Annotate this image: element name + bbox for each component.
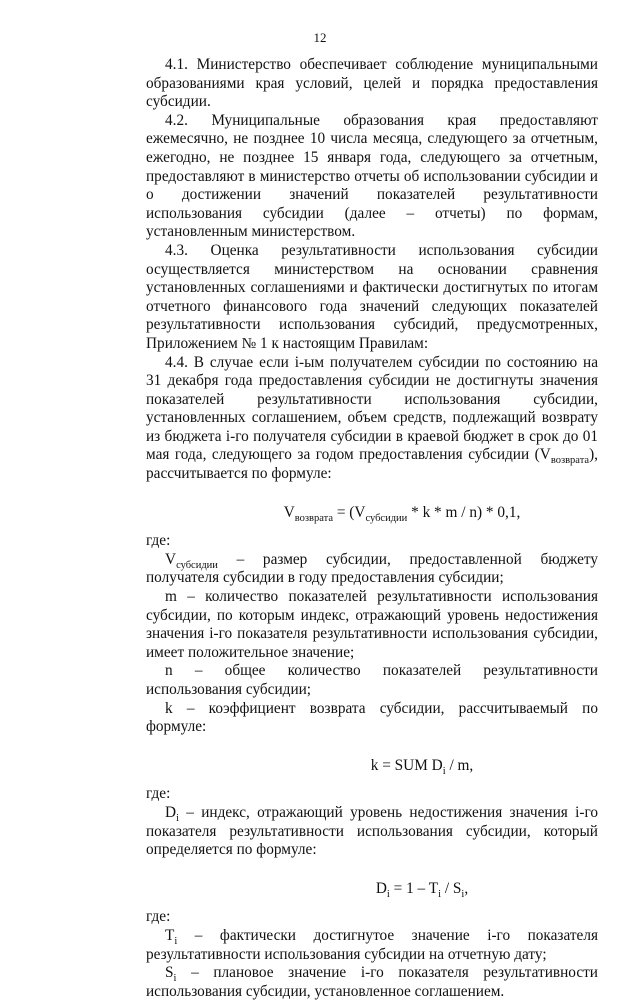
where-label: где: [146, 785, 171, 803]
paragraph-4-4-end: ), рассчитывается по формуле: [146, 446, 598, 483]
subscript: i [461, 888, 465, 900]
formula-symbol: V [165, 550, 177, 568]
subscript: i [386, 888, 390, 900]
paragraph-4-1: 4.1. Министерство обеспечивает соблюдение муниципальными образованиями края условий, целей и порядка предоставления субсидии. [146, 56, 598, 111]
definition-text: – фактически достигнутое значение i-го показателя результативности использования субсидии на отчетную дату; [146, 926, 598, 963]
paragraph-4-4 [146, 354, 598, 484]
where-label: где: [146, 908, 171, 926]
subscript: i [438, 888, 442, 900]
formula-part: , [464, 879, 469, 897]
subscript: i [174, 935, 178, 947]
definition-s [146, 964, 598, 1001]
formula-v-return [146, 504, 598, 523]
formula-symbol: S [165, 964, 174, 982]
page-number: 12 [313, 30, 327, 45]
definition-v-subsidy [146, 551, 598, 588]
where-label: где: [146, 532, 171, 550]
document-body [146, 56, 598, 1001]
formula-part: = (V [333, 503, 366, 521]
formula-k [146, 757, 598, 776]
definition-text: – размер субсидии, предоставленной бюджету получателя субсидии в году предоставления субсидии; [146, 550, 598, 587]
definition-k: k – коэффициент возврата субсидии, рассчитываемый по формуле: [146, 699, 598, 736]
formula-part: / S [441, 879, 462, 897]
formula-symbol: D [165, 803, 177, 821]
definition-m: m – количество показателей результативности использования субсидии, по которым индекс, отражающий уровень недостижения значения i-го показателя результативности использования субсидии, имеет положительное значение; [146, 588, 598, 661]
subscript: i [176, 813, 179, 825]
paragraph-4-3: 4.3. Оценка результативности использования субсидии осуществляется министерством на основании сравнения установленных соглашениями и фактически достигнутых по итогам отчетного финансового года значений следующих показателей результативности использования субсидий, предусмотренных, Приложением № 1 к настоящим Правилам: [146, 241, 598, 352]
definition-text: – индекс, отражающий уровень недостижения значения i-го показателя результативности использования субсидии, который определяется по формуле: [146, 803, 598, 859]
formula-part: = 1 – T [389, 879, 439, 897]
definition-d [146, 804, 598, 860]
paragraph-4-2: 4.2. Муниципальные образования края предоставляют ежемесячно, не позднее 10 числа месяца, следующего за отчетным, ежегодно, не позднее 15 января года, следующего за отчетным, предоставляют в министерство отчеты об использовании субсидии и о достижении значений показателей результативности использования субсидии (далее – отчеты) по формам, установленным министерством. [146, 111, 598, 241]
definition-n: n – общее количество показателей результативности использования субсидии; [146, 662, 598, 698]
formula-d [146, 880, 598, 899]
paragraph-4-4-text: 4.4. В случае если i-ым получателем субсидии по состоянию на 31 декабря года предоставления субсидии не достигнуты значения показателей результативности использования субсидии, установленных соглашением, объем средств, подлежащий возврату из бюджета i-го получателя субсидии в краевой бюджет в срок до 01 мая года, следующего за годом предоставления субсидии (V [146, 353, 598, 464]
subscript: возврата [550, 455, 590, 467]
subscript: субсидии [365, 512, 408, 524]
formula-symbol: T [165, 926, 175, 944]
formula-part: D [375, 879, 387, 897]
subscript: возврата [294, 512, 334, 524]
formula-part: k = SUM D [370, 756, 443, 774]
formula-symbol: V [283, 503, 295, 521]
definition-t [146, 927, 598, 964]
formula-part: / m, [445, 756, 474, 774]
definition-text: – плановое значение i-го показателя результативности использования субсидии, установленное соглашением. [146, 964, 598, 1000]
subscript: i [173, 973, 177, 985]
formula-part: * k * m / n) * 0,1, [407, 503, 521, 521]
subscript: i [442, 765, 446, 777]
subscript: субсидии [176, 559, 218, 571]
